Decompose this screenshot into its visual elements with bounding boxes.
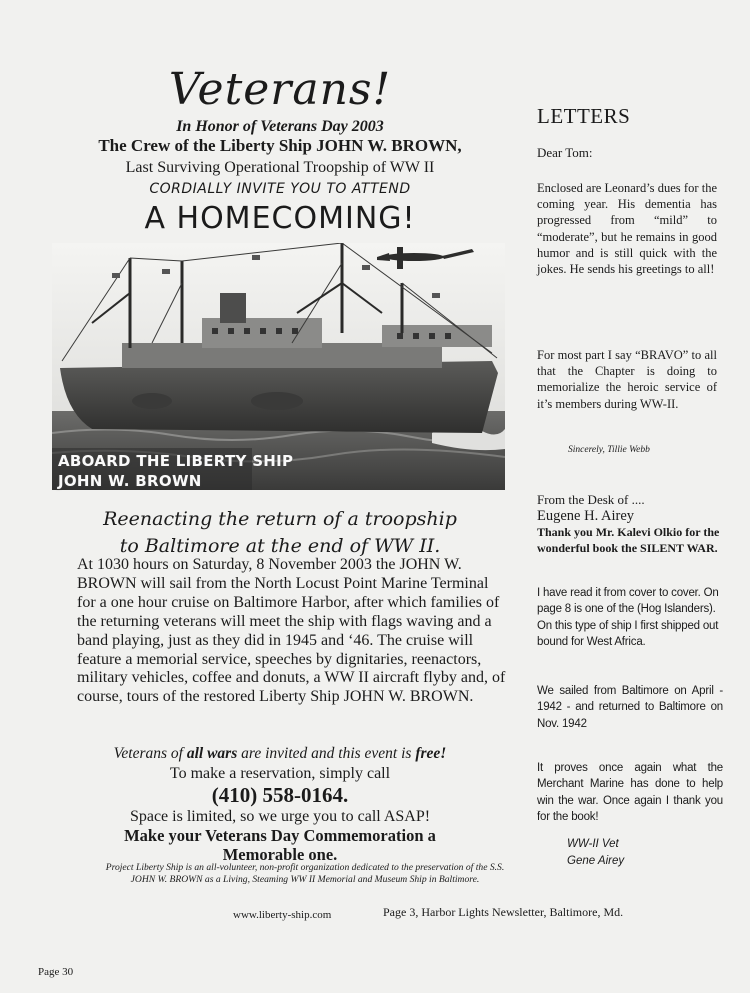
crew-line: The Crew of the Liberty Ship JOHN W. BROWN, [98,136,462,155]
invited-free: free! [415,745,447,762]
invited-middle: are invited and this event is [237,745,416,762]
space-line: Space is limited, so we urge you to call ASAP! [129,808,431,825]
photo-caption-line1: ABOARD THE LIBERTY SHIP [58,452,294,470]
organization-fineprint: Project Liberty Ship is an all-volunteer, non-profit organization dedicated to the preservation of the S.S. JOHN W. BROWN as a Living, Steaming WW II Memorial and Museum Ship in Baltimore. [105,862,505,885]
letter1-signature: Sincerely, Tillie Webb [568,445,650,455]
letter2-paragraph-proves: It proves once again what the Merchant Marine has done to help win the war. Once again I thank you for the book! [537,762,723,824]
honor-line: In Honor of Veterans Day 2003 [176,118,384,135]
letter1-paragraph2: For most part I say “BRAVO” to all that the Chapter is doing to memorialize the heroic service of it’s members during WW-II. [537,348,717,411]
invited-line [50,745,510,763]
reenact-line1: Reenacting the return of a troopship [103,508,457,530]
website-link[interactable]: www.liberty-ship.com [233,909,332,921]
letters-heading: LETTERS [537,104,631,128]
event-body: At 1030 hours on Saturday, 8 November 2003 the JOHN W. BROWN will sail from the North Locust Point Marine Terminal for a one hour cruise on Baltimore Harbor, after which families of the returning veterans will meet the ship with flags waving and a band playing, just as they did in 1945 and ‘46. The cruise will feature a memorial service, speeches by dignitaries, reenactors, military vehicles, coffee and donuts, a WW II aircraft flyby and, of course, tours of the restored Liberty Ship JOHN W. BROWN. [77,556,506,706]
invite-line: CORDIALLY INVITE YOU TO ATTEND [149,181,411,197]
phone-number: (410) 558-0164. [211,783,349,807]
flyer-title: Veterans! [168,64,392,115]
letter2-signature-name: Gene Airey [567,855,625,867]
commemoration-line2: Memorable one. [222,845,338,864]
page-number: Page 30 [38,966,74,978]
letter2-thanks: Thank you Mr. Kalevi Olkio for the wonderful book the SILENT WAR. [537,525,720,555]
invited-bold: all wars [186,745,238,762]
newsletter-page-info: Page 3, Harbor Lights Newsletter, Baltimore, Md. [383,905,624,919]
desk-heading: From the Desk of .... [537,492,645,507]
letter2-paragraph-sailed: We sailed from Baltimore on April - 1942 - and returned to Baltimore on Nov. 1942 [537,685,723,730]
desk-author: Eugene H. Airey [537,508,635,524]
letter2-signature-title: WW-II Vet [567,838,619,850]
troopship-line: Last Surviving Operational Troopship of WW II [125,159,435,176]
invited-prefix: Veterans of [113,745,187,762]
event-description [77,556,507,707]
homecoming-heading: A HOMECOMING! [144,201,416,236]
letter2-paragraph-read: I have read it from cover to cover. On page 8 is one of the (Hog Islanders). On this type of ship I first shipped out bound for West Africa. [537,587,719,649]
reservation-line: To make a reservation, simply call [169,765,391,782]
reenact-line2: to Baltimore at the end of WW II. [119,535,441,557]
commemoration-line1: Make your Veterans Day Commemoration a [124,826,436,845]
letter1-paragraph1: Enclosed are Leonard’s dues for the coming year. His dementia has progressed from “mild” to “moderate”, but he remains in good humor and is still quick with the jokes. He sends his greetings to all! [537,181,717,277]
photo-caption-line2: JOHN W. BROWN [58,472,202,490]
letter-salutation: Dear Tom: [537,145,593,160]
